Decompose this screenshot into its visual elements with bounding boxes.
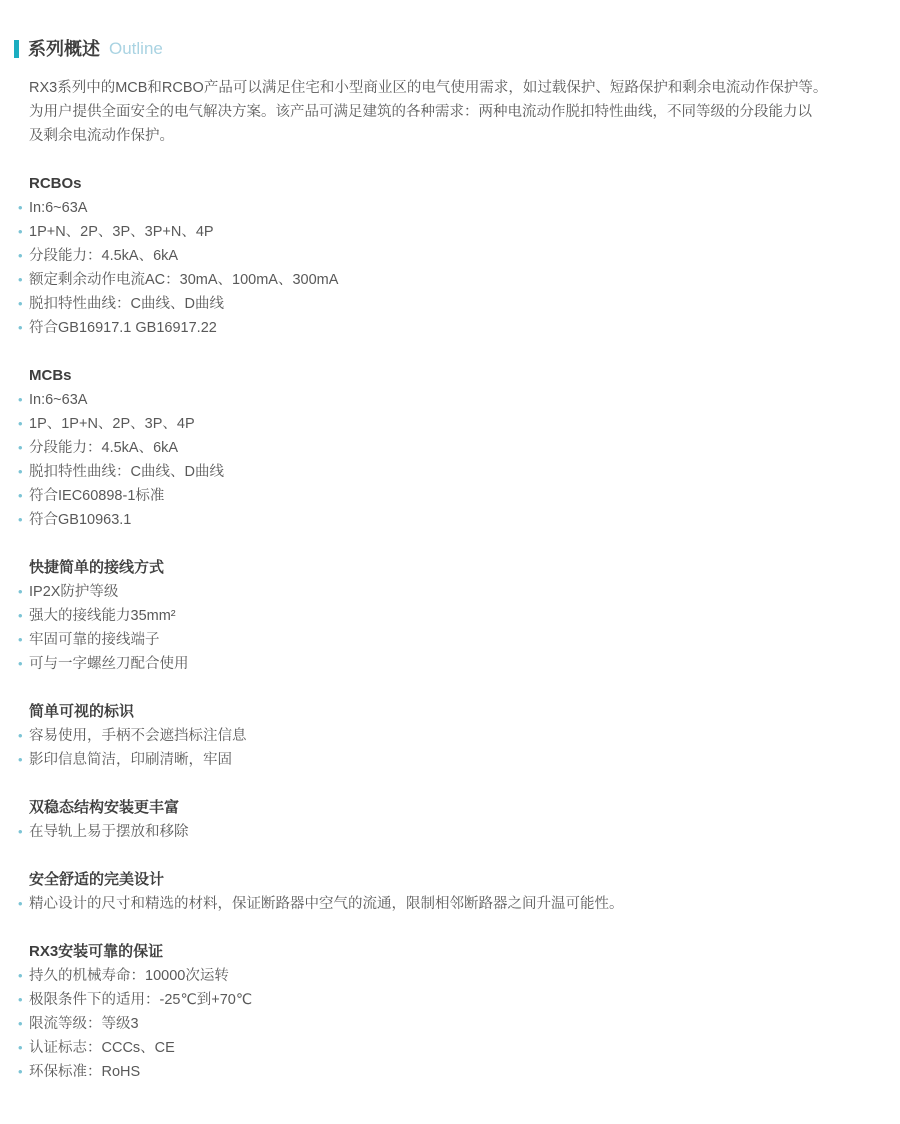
bullet-icon: •	[18, 1064, 23, 1079]
list-item	[18, 268, 860, 292]
accent-bar-icon	[14, 40, 19, 58]
bullet-icon: •	[18, 656, 23, 671]
bullet-icon: •	[18, 824, 23, 839]
list-item	[18, 1012, 860, 1036]
list-item	[18, 1060, 860, 1084]
list-item-text: 1P、1P+N、2P、3P、4P	[29, 416, 195, 432]
list-item-text: 强大的接线能力35mm²	[29, 608, 176, 624]
list-item	[18, 220, 860, 244]
list-item-text: In:6~63A	[29, 200, 88, 216]
section-title: RX3安装可靠的保证	[29, 943, 164, 960]
list-item	[18, 988, 860, 1012]
list-item-text: 牢固可靠的接线端子	[29, 632, 160, 648]
bullet-icon: •	[18, 440, 23, 455]
feature-section	[18, 700, 860, 772]
list-item-text: 极限条件下的适用：-25℃到+70℃	[29, 992, 253, 1008]
bullet-icon: •	[18, 728, 23, 743]
list-item-text: In:6~63A	[29, 392, 88, 408]
bullet-icon: •	[18, 1040, 23, 1055]
bullet-icon: •	[18, 296, 23, 311]
list-item-text: 容易使用，手柄不会遮挡标注信息	[29, 728, 247, 744]
list-item	[18, 484, 860, 508]
bullet-icon: •	[18, 752, 23, 767]
list-item	[18, 748, 860, 772]
bullet-icon: •	[18, 512, 23, 527]
list-item-text: 脱扣特性曲线：C曲线、D曲线	[29, 296, 224, 312]
list-item	[18, 820, 860, 844]
list-item-text: 环保标准：RoHS	[29, 1064, 141, 1080]
list-item	[18, 436, 860, 460]
bullet-icon: •	[18, 224, 23, 239]
section-list	[18, 820, 860, 844]
section-header	[14, 0, 900, 60]
list-item	[18, 964, 860, 988]
feature-section	[18, 172, 860, 340]
feature-section	[18, 364, 860, 532]
list-item-text: 额定剩余动作电流AC：30mA、100mA、300mA	[29, 272, 339, 288]
section-list	[18, 964, 860, 1084]
section-list	[18, 196, 860, 340]
list-item	[18, 196, 860, 220]
list-item-text: 符合IEC60898-1标准	[29, 488, 165, 504]
list-item	[18, 292, 860, 316]
content-area	[18, 76, 860, 1084]
list-item	[18, 652, 860, 676]
section-title: MCBs	[29, 367, 72, 384]
feature-section	[18, 556, 860, 676]
list-item-text: 影印信息简洁，印刷清晰，牢固	[29, 752, 232, 768]
page-subtitle: Outline	[109, 39, 163, 58]
list-item	[18, 724, 860, 748]
list-item	[18, 580, 860, 604]
list-item-text: 1P+N、2P、3P、3P+N、4P	[29, 224, 214, 240]
list-item-text: 持久的机械寿命：10000次运转	[29, 968, 229, 984]
feature-section	[18, 796, 860, 844]
bullet-icon: •	[18, 896, 23, 911]
list-item-text: 符合GB16917.1 GB16917.22	[29, 320, 217, 336]
list-item	[18, 604, 860, 628]
section-title: 快捷简单的接线方式	[29, 559, 165, 576]
list-item	[18, 508, 860, 532]
bullet-icon: •	[18, 632, 23, 647]
list-item-text: 分段能力：4.5kA、6kA	[29, 248, 179, 264]
list-item	[18, 316, 860, 340]
bullet-icon: •	[18, 584, 23, 599]
list-item	[18, 628, 860, 652]
section-title: 安全舒适的完美设计	[29, 871, 165, 888]
section-list	[18, 388, 860, 532]
section-list	[18, 724, 860, 772]
bullet-icon: •	[18, 416, 23, 431]
feature-section	[18, 940, 860, 1084]
bullet-icon: •	[18, 272, 23, 287]
list-item-text: 在导轨上易于摆放和移除	[29, 824, 189, 840]
intro-line: RX3系列中的MCB和RCBO产品可以满足住宅和小型商业区的电气使用需求，如过载保护、短路保护和剩余电流动作保护等。	[29, 80, 828, 96]
list-item	[18, 244, 860, 268]
section-list	[18, 580, 860, 676]
list-item-text: 可与一字螺丝刀配合使用	[29, 656, 189, 672]
list-item-text: 脱扣特性曲线：C曲线、D曲线	[29, 464, 224, 480]
bullet-icon: •	[18, 392, 23, 407]
intro-line: 及剩余电流动作保护。	[29, 128, 174, 144]
list-item-text: 认证标志：CCCs、CE	[29, 1040, 175, 1056]
feature-section	[18, 868, 860, 916]
list-item-text: 限流等级：等级3	[29, 1016, 139, 1032]
list-item	[18, 412, 860, 436]
list-item	[18, 460, 860, 484]
bullet-icon: •	[18, 488, 23, 503]
bullet-icon: •	[18, 608, 23, 623]
section-list	[18, 892, 860, 916]
feature-sections	[18, 172, 860, 1084]
intro-line: 为用户提供全面安全的电气解决方案。该产品可满足建筑的各种需求：两种电流动作脱扣特性曲线，不同等级的分段能力以	[29, 104, 812, 120]
bullet-icon: •	[18, 464, 23, 479]
intro-paragraph	[29, 76, 860, 148]
section-title: RCBOs	[29, 175, 82, 192]
bullet-icon: •	[18, 968, 23, 983]
list-item	[18, 388, 860, 412]
list-item	[18, 892, 860, 916]
list-item-text: 精心设计的尺寸和精选的材料，保证断路器中空气的流通，限制相邻断路器之间升温可能性。	[29, 896, 624, 912]
list-item-text: 符合GB10963.1	[29, 512, 132, 528]
bullet-icon: •	[18, 992, 23, 1007]
bullet-icon: •	[18, 248, 23, 263]
list-item	[18, 1036, 860, 1060]
section-title: 双稳态结构安装更丰富	[29, 799, 180, 816]
bullet-icon: •	[18, 200, 23, 215]
page-title: 系列概述	[28, 39, 100, 59]
bullet-icon: •	[18, 1016, 23, 1031]
bullet-icon: •	[18, 320, 23, 335]
list-item-text: IP2X防护等级	[29, 584, 119, 600]
section-title: 简单可视的标识	[29, 703, 135, 720]
list-item-text: 分段能力：4.5kA、6kA	[29, 440, 179, 456]
